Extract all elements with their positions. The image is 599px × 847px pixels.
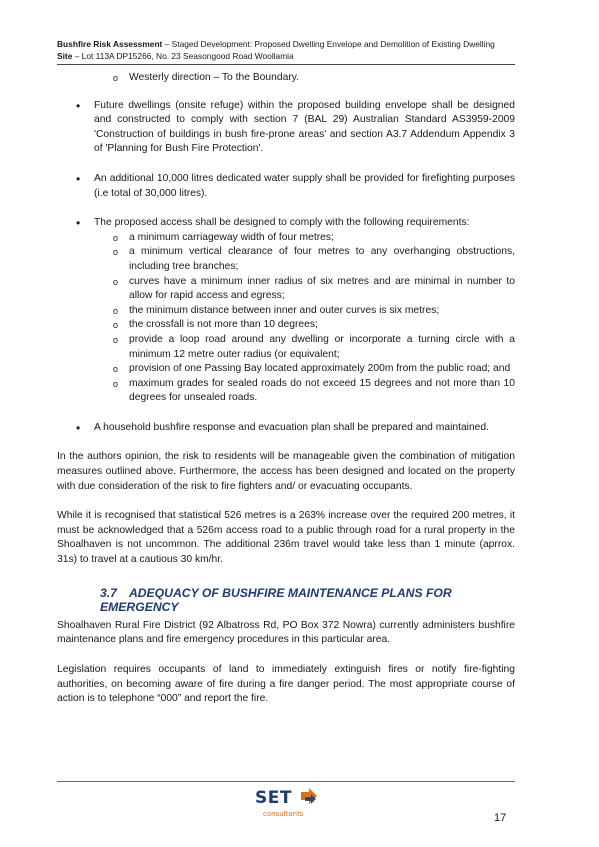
access-requirement-item: o the minimum distance between inner and outer curves is six metres; xyxy=(94,304,515,319)
header-line-2 xyxy=(57,50,547,62)
page-number: 17 xyxy=(494,812,507,824)
page-header xyxy=(57,38,547,62)
access-requirement-item: o a minimum carriageway width of four metres; xyxy=(94,231,515,246)
document-body xyxy=(57,71,515,722)
company-logo xyxy=(255,788,325,822)
section-paragraph: Legislation requires occupants of land to immediately extinguish fires or notify fire-fighting authorities, on becoming aware of fire during a fire danger period. The most appropriate course of action is to telephone “000” and report the fire. xyxy=(57,664,515,705)
body-paragraph: While it is recognised that statistical 526 metres is a 263% increase over the required 200 metres, it must be acknowledged that a 526m access road to a public through road for a rural property in the Shoalhaven is not uncommon. The additional 236m travel would take less than 1 minute (aprrox. 31s) to travel at a cautious 30 km/hr. xyxy=(57,510,515,566)
section-title: ADEQUACY OF BUSHFIRE MAINTENANCE PLANS FOR EMERGENCY xyxy=(100,585,452,615)
mitigation-bullet-list xyxy=(57,99,515,436)
logo-arrow-icon xyxy=(299,788,319,808)
access-requirements-list xyxy=(94,231,515,406)
access-requirement-item: o the crossfall is not more than 10 degrees; xyxy=(94,318,515,333)
body-paragraph: In the authors opinion, the risk to residents will be manageable given the combination of mitigation measures outlined above. Furthermore, the access has been designed and located on the property with due consideration of the risk to fire fighters and/ or evacuating occupants. xyxy=(57,451,515,492)
access-intro: The proposed access shall be designed to comply with the following requirements: xyxy=(94,217,470,229)
logo-subtext: consultants xyxy=(263,810,304,818)
access-requirement-item: o curves have a minimum inner radius of six metres and are minimal in number to allow for rapid access and egress; xyxy=(94,275,515,304)
access-requirement-item: o provide a loop road around any dwelling or incorporate a turning circle with a minimum 12 metre outer radius (or equivalent; xyxy=(94,333,515,362)
section-paragraph: Shoalhaven Rural Fire District (92 Albatross Rd, PO Box 372 Nowra) currently administers bushfire maintenance plans and fire emergency procedures in this particular area. xyxy=(57,619,515,646)
access-requirement-item: o a minimum vertical clearance of four metres to any overhanging obstructions, including tree branches; xyxy=(94,245,515,274)
bullet-water-supply: • An additional 10,000 litres dedicated water supply shall be provided for firefighting purposes (i.e total of 30,000 litres). xyxy=(57,172,515,201)
header-line-1 xyxy=(57,38,547,50)
section-heading xyxy=(57,586,515,615)
direction-sub-item: o Westerly direction – To the Boundary. xyxy=(57,71,515,86)
header-divider xyxy=(57,64,515,65)
header-site-bold: Site xyxy=(57,51,73,61)
footer-divider xyxy=(57,781,515,782)
access-requirement-item: o maximum grades for sealed roads do not exceed 15 degrees and not more than 10 degrees for unsealed roads. xyxy=(94,377,515,406)
header-title-rest: – Staged Development: Proposed Dwelling Envelope and Demolition of Existing Dwelling xyxy=(162,39,495,49)
access-requirement-item: o provision of one Passing Bay located approximately 200m from the public road; and xyxy=(94,362,515,377)
bullet-access-requirements xyxy=(57,216,515,406)
header-site-rest: – Lot 113A DP15266, No. 23 Seasongood Road Woollamia xyxy=(72,51,294,61)
bullet-dwelling-construction: • Future dwellings (onsite refuge) within the proposed building envelope shall be designed and constructed to comply with section 7 (BAL 29) Australian Standard AS3959-2009 'Construction of buildings in bush fire-prone areas' and section A3.7 Addendum Appendix 3 of 'Planning for Bush Fire Protection'. xyxy=(57,99,515,157)
bullet-evacuation-plan: • A household bushfire response and evacuation plan shall be prepared and maintained. xyxy=(57,421,515,436)
header-title-bold: Bushfire Risk Assessment xyxy=(57,39,163,49)
direction-sub-list xyxy=(57,71,515,86)
logo-wordmark: SET xyxy=(255,788,292,808)
section-number: 3.7 xyxy=(100,585,117,600)
